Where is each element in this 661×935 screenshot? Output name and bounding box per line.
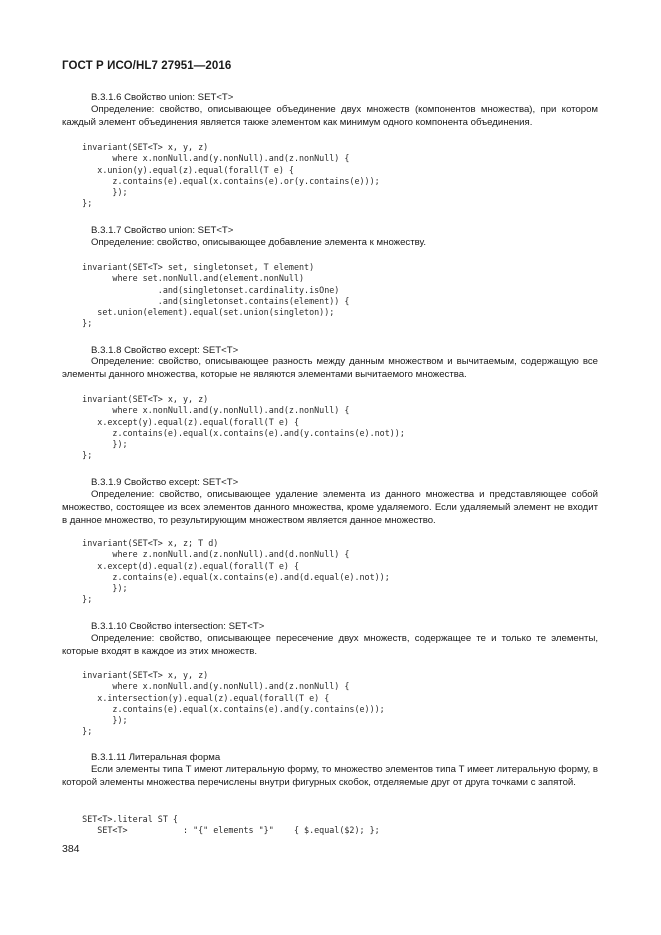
page-header: ГОСТ Р ИСО/HL7 27951—2016 <box>62 60 232 72</box>
section-heading-union-2: B.3.1.7 Свойство union: SET<T> <box>91 225 234 236</box>
page-number: 384 <box>62 843 80 855</box>
code-block-union-1: invariant(SET<T> x, y, z) where x.nonNull.and(y.nonNull).and(z.nonNull) { x.union(y).equal(z).equal(forall(T e) { z.contains(e).equal(x.contains(e).or(y.contains(e))); }); }; <box>82 142 380 209</box>
section-definition-union-2: Определение: свойство, описывающее добавление элемента к множеству. <box>91 237 427 248</box>
section-heading-literal: B.3.1.11 Литеральная форма <box>91 752 221 763</box>
code-block-union-2: invariant(SET<T> set, singletonset, T element) where set.nonNull.and(element.nonNull) .and(singletonset.cardinality.isOne) .and(singletonset.contains(element)) { set.union(element).equal(set.union(singleton)); }; <box>82 262 350 329</box>
section-definition-except-2: Определение: свойство, описывающее удаление элемента из данного множества и представляющее собой множество, состоящее из всех элементов данного множества, кроме удаляемого. Если удаляемый элемент не входит в данное множество, то результирующим множеством является данное множество. <box>62 489 598 526</box>
section-heading-except-1: B.3.1.8 Свойство except: SET<T> <box>91 345 239 356</box>
section-definition-intersection: Определение: свойство, описывающее пересечение двух множеств, содержащее те и только те элементы, которые входят в каждое из этих множеств. <box>62 633 598 657</box>
code-block-except-2: invariant(SET<T> x, z; T d) where z.nonNull.and(z.nonNull).and(d.nonNull) { x.except(d).equal(z).equal(forall(T e) { z.contains(e).equal(x.contains(e).and(d.equal(e).not)); }); }; <box>82 538 390 605</box>
code-block-literal: SET<T>.literal ST { SET<T> : "{" elements "}" { $.equal($2); }; <box>82 814 380 836</box>
section-definition-literal: Если элементы типа T имеют литеральную форму, то множество элементов типа T имеет литеральную форму, в которой элементы множества перечислены внутри фигурных скобок, отделяемые друг от друга точками с запятой. <box>62 764 598 788</box>
section-heading-intersection: B.3.1.10 Свойство intersection: SET<T> <box>91 621 265 632</box>
code-block-except-1: invariant(SET<T> x, y, z) where x.nonNull.and(y.nonNull).and(z.nonNull) { x.except(y).equal(z).equal(forall(T e) { z.contains(e).equal(x.contains(e).and(y.contains(e).not)); }); }; <box>82 394 405 461</box>
section-definition-union-1: Определение: свойство, описывающее объединение двух множеств (компонентов множества), при котором каждый элемент объединения является также элементом как минимум одного компонента объединения. <box>62 104 598 128</box>
code-block-intersection: invariant(SET<T> x, y, z) where x.nonNull.and(y.nonNull).and(z.nonNull) { x.intersection(y).equal(z).equal(forall(T e) { z.contains(e).equal(x.contains(e).and(y.contains(e))); }); }; <box>82 670 385 737</box>
section-definition-except-1: Определение: свойство, описывающее разность между данным множеством и вычитаемым, содержащую все элементы данного множества, которые не являются элементами вычитаемого множества. <box>62 356 598 380</box>
section-heading-union-1: B.3.1.6 Свойство union: SET<T> <box>91 92 234 103</box>
section-heading-except-2: B.3.1.9 Свойство except: SET<T> <box>91 477 239 488</box>
